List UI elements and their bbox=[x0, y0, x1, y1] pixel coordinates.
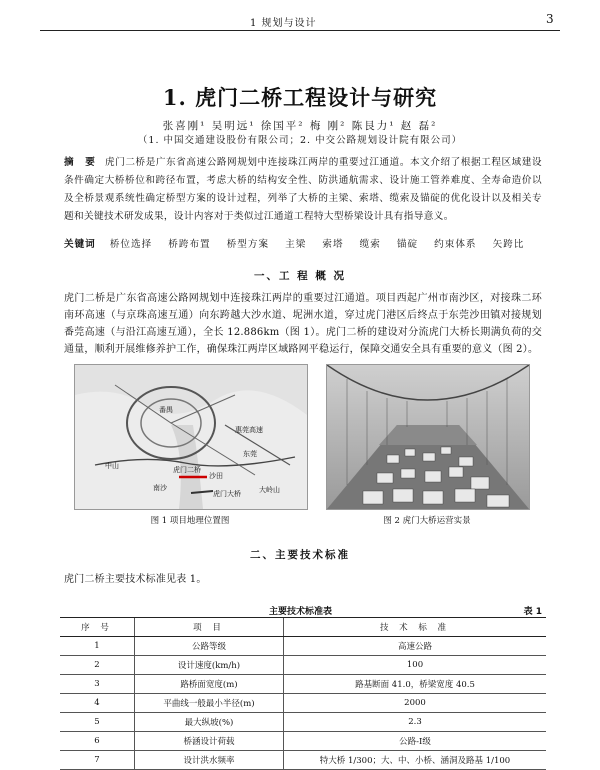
table-cell: 公路-Ⅰ级 bbox=[284, 732, 547, 751]
table-cell: 特大桥 1/300；大、中、小桥、涵洞及路基 1/100 bbox=[284, 751, 547, 770]
figure-2-caption: 图 2 虎门大桥运营实景 bbox=[383, 516, 471, 526]
table-cell: 2.3 bbox=[284, 713, 547, 732]
figure-2-photo bbox=[326, 364, 530, 510]
keywords bbox=[64, 236, 542, 250]
table-header-row bbox=[60, 618, 546, 637]
table-cell: 最大纵坡(%) bbox=[135, 713, 284, 732]
page-number: 3 bbox=[546, 12, 554, 26]
author-list: 张喜刚¹ 吴明远¹ 徐国平² 梅 刚² 陈艮力¹ 赵 磊² bbox=[162, 120, 438, 132]
abstract bbox=[64, 154, 542, 226]
table-row bbox=[60, 732, 546, 751]
map-label: 惠莞高速 bbox=[235, 426, 263, 434]
section-1-paragraph: 虎门二桥是广东省高速公路网规划中连接珠江两岸的重要过江通道。项目西起广州市南沙区，对接珠二环南环高速（与京珠高速互通）向东跨越大沙水道、坭洲水道，穿过虎门港区后终点于东莞沙田镇对接规划番莞高速（与沿江高速互通），全长 12.886km（图 1）。虎门二桥的建设对分流虎门大桥长期满负荷的交通量，顺利开展维修养护工作，确保珠江两岸区域路网平稳运行，保障交通安全具有重要的意义（图 2）。 bbox=[64, 293, 542, 355]
map-label: 南沙 bbox=[153, 484, 167, 492]
figure-1-map bbox=[74, 364, 308, 510]
table-cell: 设计洪水频率 bbox=[135, 751, 284, 770]
article-title: 1. 虎门二桥工程设计与研究 bbox=[162, 85, 438, 110]
table-cell: 桥涵设计荷载 bbox=[135, 732, 284, 751]
table-row bbox=[60, 656, 546, 675]
keyword: 约束体系 bbox=[434, 239, 477, 250]
figure-1-caption: 图 1 项目地理位置图 bbox=[150, 516, 230, 526]
table-cell: 路桥面宽度(m) bbox=[135, 675, 284, 694]
running-head: 1 规划与设计 bbox=[250, 18, 317, 29]
bridge-photo-graphic bbox=[327, 365, 529, 509]
map-label: 沙田 bbox=[209, 472, 223, 480]
table-cell: 6 bbox=[60, 732, 135, 751]
keyword: 缆索 bbox=[359, 239, 381, 250]
section-2-paragraph: 虎门二桥主要技术标准见表 1。 bbox=[64, 574, 207, 585]
table-cell: 平曲线一般最小半径(m) bbox=[135, 694, 284, 713]
table-cell: 4 bbox=[60, 694, 135, 713]
table-1-number: 表 1 bbox=[523, 607, 542, 617]
table-row bbox=[60, 713, 546, 732]
table-cell: 1 bbox=[60, 637, 135, 656]
keyword: 锚碇 bbox=[396, 239, 419, 250]
map-label: 虎门大桥 bbox=[213, 490, 241, 498]
header-rule bbox=[40, 30, 560, 31]
keywords-label: 关键词 bbox=[64, 239, 96, 250]
column-header: 项 目 bbox=[135, 618, 284, 637]
section-heading-2: 二、主要技术标准 bbox=[250, 549, 350, 561]
keyword: 桥型方案 bbox=[226, 239, 270, 250]
abstract-label: 摘 要 bbox=[64, 157, 100, 168]
keyword: 主梁 bbox=[285, 239, 307, 250]
keyword: 矢跨比 bbox=[492, 239, 525, 250]
abstract-text: 虎门二桥是广东省高速公路网规划中连接珠江两岸的重要过江通道。本文介绍了根据工程区域建设条件确定大桥桥位和跨径布置，考虑大桥的结构安全性、防洪通航需求、设计施工管养难度、全寿命造价以及全桥景观系统性确定桥型方案的设计过程，列举了大桥的主梁、索塔、缆索及锚碇的优化设计以及相关专题和关键技术研发成果，设计内容对于类似过江通道工程特大型桥梁设计具有指导意义。 bbox=[64, 157, 542, 222]
table-row bbox=[60, 675, 546, 694]
map-label: 虎门二桥 bbox=[173, 466, 201, 474]
table-cell: 公路等级 bbox=[135, 637, 284, 656]
column-header: 技 术 标 准 bbox=[284, 618, 547, 637]
table-row bbox=[60, 751, 546, 770]
table-row bbox=[60, 694, 546, 713]
table-cell: 100 bbox=[284, 656, 547, 675]
table-cell: 2000 bbox=[284, 694, 547, 713]
table-cell: 2 bbox=[60, 656, 135, 675]
keyword: 索塔 bbox=[322, 239, 344, 250]
map-label: 中山 bbox=[105, 462, 119, 470]
table-cell: 7 bbox=[60, 751, 135, 770]
map-label: 番禺 bbox=[159, 406, 173, 414]
table-cell: 3 bbox=[60, 675, 135, 694]
table-cell: 5 bbox=[60, 713, 135, 732]
section-heading-1: 一、工 程 概 况 bbox=[254, 270, 346, 282]
keyword: 桥跨布置 bbox=[168, 239, 211, 250]
keyword: 桥位选择 bbox=[109, 239, 153, 250]
affiliations: （1. 中国交通建设股份有限公司；2. 中交公路规划设计院有限公司） bbox=[137, 135, 463, 146]
technical-standards-table bbox=[60, 617, 546, 770]
table-cell: 高速公路 bbox=[284, 637, 547, 656]
column-header: 序 号 bbox=[60, 618, 135, 637]
map-label: 大岭山 bbox=[259, 486, 280, 494]
table-cell: 设计速度(km/h) bbox=[135, 656, 284, 675]
table-1-title: 主要技术标准表 bbox=[269, 607, 333, 617]
table-row bbox=[60, 637, 546, 656]
table-cell: 路基断面 41.0，桥梁宽度 40.5 bbox=[284, 675, 547, 694]
map-label: 东莞 bbox=[243, 450, 257, 458]
